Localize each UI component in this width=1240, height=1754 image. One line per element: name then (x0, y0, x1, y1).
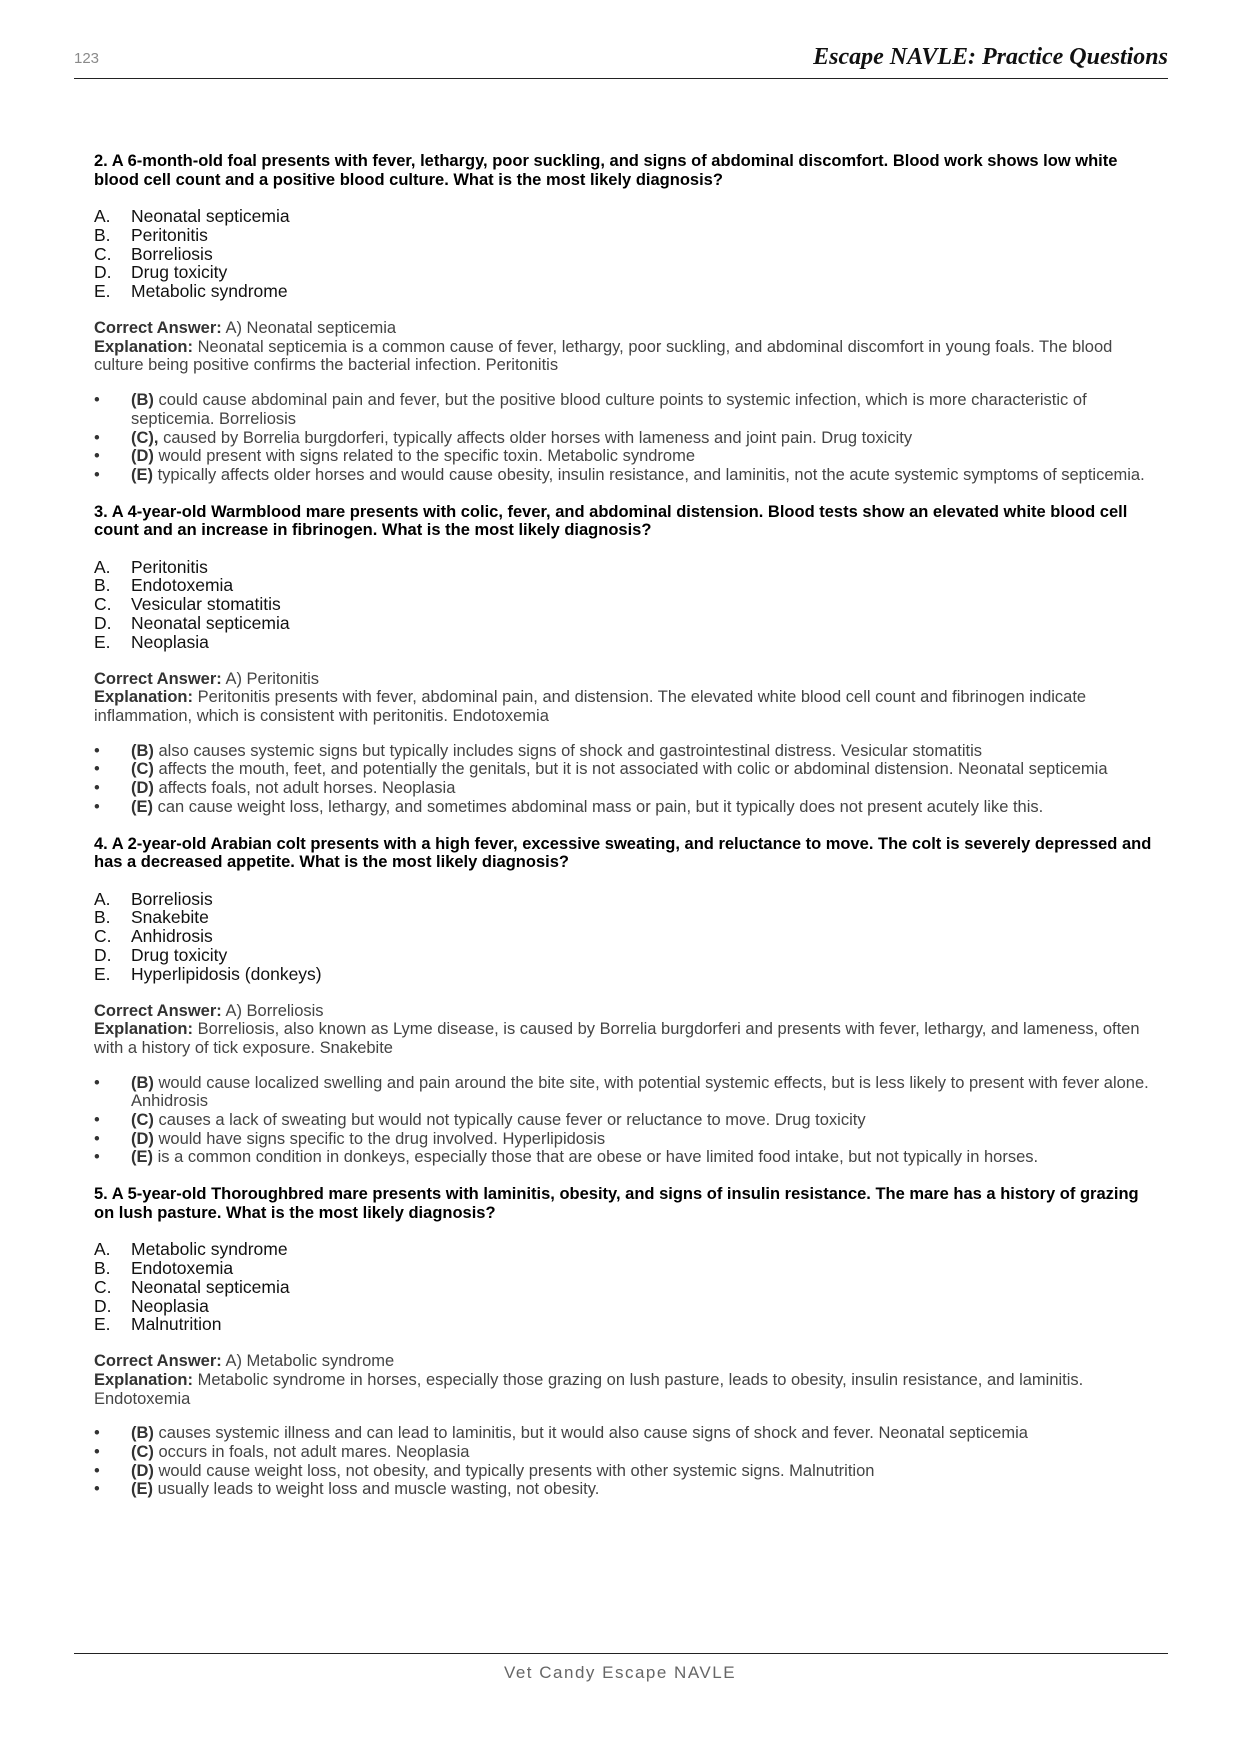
distractor-text: usually leads to weight loss and muscle wasting, not obesity. (157, 1480, 600, 1499)
footer-divider (74, 1653, 1168, 1654)
option-text: Borreliosis (131, 888, 213, 909)
distractor-body (131, 391, 1154, 428)
option-text: Endotoxemia (131, 575, 234, 596)
answer-option (94, 1315, 1154, 1334)
answer-option (94, 1297, 1154, 1316)
explanation-text: Peritonitis presents with fever, abdominal pain, and distension. The elevated white blood cell count and fibrinogen indicate inflammation, which is consistent with peritonitis. Endotoxemia (94, 688, 1087, 725)
answer-option (94, 890, 1154, 909)
distractor-label: (B) (131, 1424, 154, 1443)
distractor-label: (C) (131, 1442, 154, 1461)
answer-option (94, 908, 1154, 927)
bullet-icon: • (94, 779, 100, 798)
option-text: Neonatal septicemia (131, 613, 290, 633)
distractor-text: could cause abdominal pain and fever, but the positive blood culture points to systemic infection, which is more characteristic of septicemia. Borreliosis (131, 391, 1087, 428)
distractor-label: (B) (131, 391, 154, 410)
option-letter: E. (94, 1314, 111, 1335)
correct-answer-line (94, 319, 1154, 338)
question-text: 3. A 4-year-old Warmblood mare presents with colic, fever, and abdominal distension. Blood tests show an elevated white blood cell count and an increase in fibrinogen. What is the most likely diagnosis? (94, 502, 1128, 540)
footer-text: Vet Candy Escape NAVLE (503, 1663, 737, 1682)
option-text: Anhidrosis (131, 926, 213, 947)
distractor-text: would cause weight loss, not obesity, and typically presents with other systemic signs. Malnutrition (158, 1461, 875, 1480)
distractor-item (94, 798, 1154, 817)
option-letter: D. (94, 613, 112, 633)
distractor-item (94, 1424, 1154, 1443)
distractor-item (94, 760, 1154, 779)
correct-answer-label: Correct Answer: (94, 318, 222, 337)
answer-option (94, 1278, 1154, 1297)
option-text: Vesicular stomatitis (131, 594, 281, 615)
option-letter: B. (94, 907, 111, 928)
distractor-item (94, 1130, 1154, 1149)
answer-option (94, 207, 1154, 226)
explanation-label: Explanation: (94, 688, 194, 707)
bullet-icon: • (94, 1129, 100, 1148)
answer-options (94, 558, 1154, 652)
bullet-icon: • (94, 391, 100, 410)
distractor-item (94, 742, 1154, 761)
option-letter: D. (94, 262, 112, 283)
distractor-item (94, 1111, 1154, 1130)
correct-answer-line (94, 1352, 1154, 1371)
bullet-icon: • (94, 447, 100, 466)
bullet-icon: • (94, 1073, 100, 1092)
option-letter: C. (94, 926, 112, 947)
option-text: Hyperlipidosis (donkeys) (131, 963, 322, 984)
distractor-text: can cause weight loss, lethargy, and sometimes abdominal mass or pain, but it typically does not present acutely like this. (157, 797, 1044, 816)
distractor-list (94, 1424, 1154, 1499)
distractor-body (131, 742, 982, 761)
explanation-text: Borreliosis, also known as Lyme disease, is caused by Borrelia burgdorferi and presents with fever, lethargy, and lameness, often with a history of tick exposure. Snakebite (94, 1020, 1140, 1057)
option-text: Malnutrition (131, 1314, 222, 1335)
distractor-label: (E) (131, 1148, 153, 1167)
answer-option (94, 576, 1154, 595)
distractor-body (131, 429, 912, 448)
answer-option (94, 633, 1154, 652)
option-text: Drug toxicity (131, 944, 228, 965)
answer-option (94, 595, 1154, 614)
answer-option (94, 226, 1154, 245)
distractor-body (131, 760, 1108, 779)
distractor-body (131, 466, 1145, 485)
explanation-label: Explanation: (94, 1370, 194, 1389)
distractor-text: causes a lack of sweating but would not typically cause fever or reluctance to move. Drug toxicity (158, 1111, 866, 1130)
option-letter: C. (94, 243, 112, 264)
answer-option (94, 965, 1154, 984)
answer-options (94, 1240, 1154, 1334)
distractor-body (131, 1074, 1154, 1111)
bullet-icon: • (94, 1442, 100, 1461)
correct-answer-value: A) Borreliosis (225, 1001, 324, 1020)
option-letter: E. (94, 631, 111, 652)
distractor-body (131, 1130, 605, 1149)
distractor-body (131, 1462, 874, 1481)
question-block (94, 835, 1154, 1168)
option-letter: C. (94, 594, 112, 615)
explanation-line (94, 338, 1154, 375)
option-text: Peritonitis (131, 556, 208, 577)
distractor-item (94, 447, 1154, 466)
questions-container (94, 152, 1154, 1517)
header-divider (74, 78, 1168, 79)
distractor-label: (C) (131, 760, 154, 779)
distractor-label: (E) (131, 465, 153, 484)
answer-option (94, 927, 1154, 946)
correct-answer-value: A) Neonatal septicemia (225, 318, 397, 337)
option-letter: B. (94, 1257, 111, 1278)
distractor-label: (B) (131, 741, 154, 760)
question-text: 2. A 6-month-old foal presents with fever, lethargy, poor suckling, and signs of abdominal discomfort. Blood work shows low white blood cell count and a positive blood culture. What is the most likely diagnosis? (94, 152, 1118, 189)
distractor-item (94, 1462, 1154, 1481)
distractor-item (94, 1074, 1154, 1111)
distractor-label: (B) (131, 1073, 154, 1092)
correct-answer-value: A) Peritonitis (225, 669, 319, 688)
distractor-item (94, 1480, 1154, 1499)
answer-options (94, 207, 1154, 301)
option-letter: B. (94, 575, 111, 596)
question-block (94, 503, 1154, 817)
answer-option (94, 282, 1154, 301)
distractor-text: is a common condition in donkeys, especially those that are obese or have limited food intake, but not typically in horses. (157, 1148, 1039, 1167)
distractor-item (94, 429, 1154, 448)
distractor-item (94, 391, 1154, 428)
question-text: 5. A 5-year-old Thoroughbred mare presents with laminitis, obesity, and signs of insulin resistance. The mare has a history of grazing on lush pasture. What is the most likely diagnosis? (94, 1185, 1139, 1222)
bullet-icon: • (94, 1461, 100, 1480)
distractor-body (131, 1480, 599, 1499)
correct-answer-line (94, 670, 1154, 689)
answer-option (94, 614, 1154, 633)
bullet-icon: • (94, 760, 100, 779)
bullet-icon: • (94, 1480, 100, 1499)
distractor-item (94, 1443, 1154, 1462)
distractor-text: would cause localized swelling and pain around the bite site, with potential systemic effects, but is less likely to present with fever alone. Anhidrosis (131, 1073, 1149, 1111)
correct-answer-label: Correct Answer: (94, 1001, 222, 1020)
option-letter: A. (94, 206, 111, 226)
explanation-text: Metabolic syndrome in horses, especially those grazing on lush pasture, leads to obesity, insulin resistance, and laminitis. Endotoxemia (94, 1370, 1084, 1408)
distractor-body (131, 779, 455, 798)
option-text: Drug toxicity (131, 262, 228, 283)
answer-explanation (94, 319, 1154, 375)
question-block (94, 1185, 1154, 1499)
distractor-text: typically affects older horses and would cause obesity, insulin resistance, and laminitis, not the acute systemic symptoms of septicemia. (157, 465, 1145, 484)
option-text: Borreliosis (131, 243, 213, 264)
distractor-item (94, 466, 1154, 485)
distractor-text: affects the mouth, feet, and potentially the genitals, but it is not associated with colic or abdominal distension. Neonatal septicemia (158, 760, 1108, 779)
distractor-item (94, 1148, 1154, 1167)
distractor-body (131, 798, 1043, 817)
page-header-title: Escape NAVLE: Practice Questions (813, 44, 1168, 70)
option-text: Metabolic syndrome (131, 1239, 288, 1260)
correct-answer-line (94, 1002, 1154, 1021)
distractor-body (131, 1148, 1038, 1167)
explanation-line (94, 1020, 1154, 1057)
answer-option (94, 245, 1154, 264)
distractor-label: (E) (131, 797, 153, 816)
bullet-icon: • (94, 1111, 100, 1130)
distractor-text: affects foals, not adult horses. Neoplasia (158, 779, 456, 798)
option-letter: A. (94, 1239, 111, 1260)
distractor-body (131, 447, 695, 466)
option-letter: E. (94, 963, 111, 984)
answer-options (94, 890, 1154, 984)
distractor-text: occurs in foals, not adult mares. Neoplasia (158, 1442, 470, 1461)
distractor-item (94, 779, 1154, 798)
option-text: Metabolic syndrome (131, 281, 288, 302)
option-text: Snakebite (131, 907, 209, 928)
bullet-icon: • (94, 465, 100, 484)
distractor-label: (E) (131, 1480, 153, 1499)
explanation-line (94, 1371, 1154, 1408)
explanation-text: Neonatal septicemia is a common cause of fever, lethargy, poor suckling, and abdominal discomfort in young foals. The blood culture being positive confirms the bacterial infection. Peritonitis (94, 337, 1113, 375)
answer-option (94, 263, 1154, 282)
explanation-label: Explanation: (94, 337, 194, 356)
distractor-text: also causes systemic signs but typically includes signs of shock and gastrointestinal distress. Vesicular stomatitis (158, 741, 983, 760)
question-block (94, 152, 1154, 485)
correct-answer-label: Correct Answer: (94, 1352, 222, 1371)
option-letter: E. (94, 281, 111, 302)
option-text: Neonatal septicemia (131, 206, 290, 226)
distractor-text: causes systemic illness and can lead to laminitis, but it would also cause signs of shock and fever. Neonatal septicemia (158, 1424, 1028, 1443)
distractor-label: (C) (131, 1111, 154, 1130)
distractor-list (94, 742, 1154, 817)
option-letter: A. (94, 556, 111, 577)
distractor-text: caused by Borrelia burgdorferi, typically affects older horses with lameness and joint pain. Drug toxicity (163, 428, 913, 447)
option-text: Endotoxemia (131, 1257, 234, 1278)
answer-option (94, 1240, 1154, 1259)
option-letter: D. (94, 944, 112, 965)
bullet-icon: • (94, 428, 100, 447)
distractor-text: would present with signs related to the specific toxin. Metabolic syndrome (158, 447, 696, 466)
option-text: Neonatal septicemia (131, 1276, 290, 1297)
option-letter: B. (94, 224, 111, 245)
bullet-icon: • (94, 797, 100, 816)
distractor-label: (D) (131, 1129, 154, 1148)
bullet-icon: • (94, 741, 100, 760)
answer-option (94, 558, 1154, 577)
option-text: Peritonitis (131, 224, 208, 245)
bullet-icon: • (94, 1148, 100, 1167)
distractor-label: (D) (131, 447, 154, 466)
answer-option (94, 946, 1154, 965)
explanation-line (94, 688, 1154, 725)
distractor-body (131, 1424, 1028, 1443)
correct-answer-value: A) Metabolic syndrome (225, 1352, 395, 1371)
option-text: Neoplasia (131, 1295, 209, 1316)
correct-answer-label: Correct Answer: (94, 669, 222, 688)
page-number: 123 (74, 50, 100, 67)
question-text: 4. A 2-year-old Arabian colt presents with a high fever, excessive sweating, and reluctance to move. The colt is severely depressed and has a decreased appetite. What is the most likely diagnosis? (94, 834, 1152, 872)
option-letter: C. (94, 1276, 112, 1297)
answer-explanation (94, 1002, 1154, 1058)
option-text: Neoplasia (131, 631, 209, 652)
distractor-label: (D) (131, 1461, 154, 1480)
distractor-body (131, 1111, 866, 1130)
answer-option (94, 1259, 1154, 1278)
explanation-label: Explanation: (94, 1020, 194, 1039)
distractor-list (94, 391, 1154, 485)
answer-explanation (94, 1352, 1154, 1408)
distractor-text: would have signs specific to the drug involved. Hyperlipidosis (158, 1129, 606, 1148)
distractor-label: (D) (131, 779, 154, 798)
bullet-icon: • (94, 1424, 100, 1443)
option-letter: A. (94, 888, 111, 909)
distractor-list (94, 1074, 1154, 1168)
distractor-label: (C), (131, 428, 159, 447)
distractor-body (131, 1443, 469, 1462)
answer-explanation (94, 670, 1154, 726)
option-letter: D. (94, 1295, 112, 1316)
